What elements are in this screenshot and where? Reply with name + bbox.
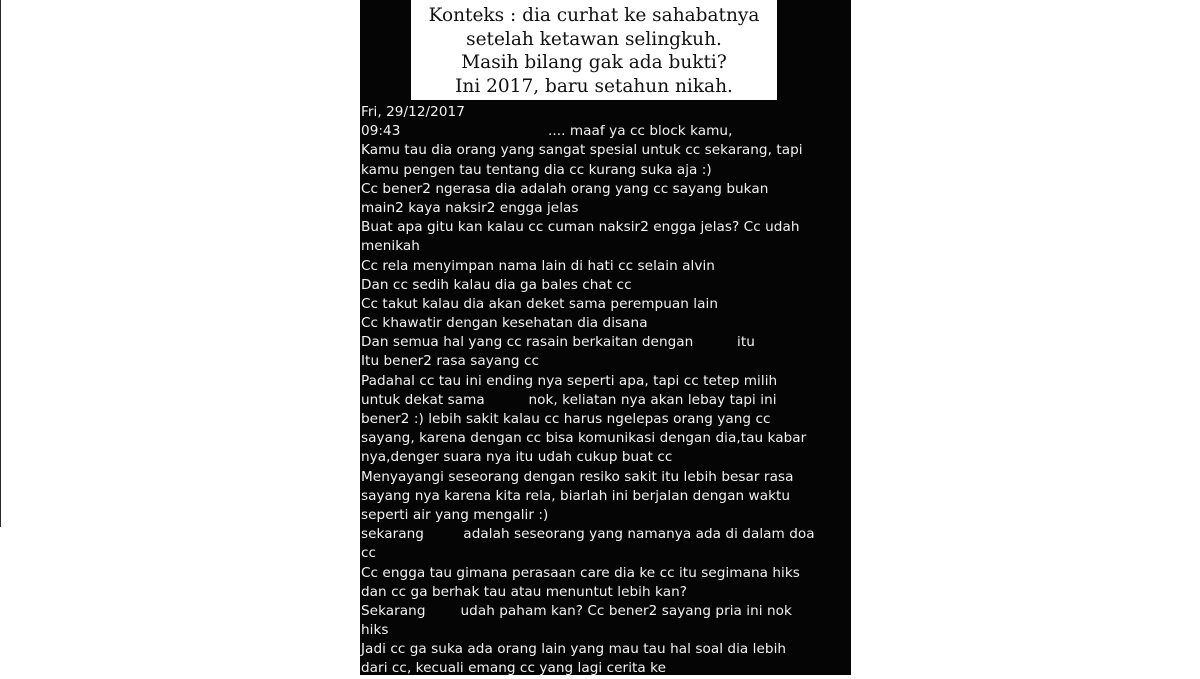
message-line: Padahal cc tau ini ending nya seperti apa, tapi cc tetep milih: [361, 372, 778, 389]
message-line: Cc khawatir dengan kesehatan dia disana: [361, 315, 648, 332]
message-line: seperti air yang mengalir :): [361, 506, 549, 523]
message-line: Menyayangi seseorang dengan resiko sakit itu lebih besar rasa: [361, 468, 794, 485]
message-line: sekarang adalah seseorang yang namanya ada di dalam doa: [361, 526, 815, 543]
left-border-line: [0, 0, 1, 527]
message-line: Cc rela menyimpan nama lain di hati cc selain alvin: [361, 257, 715, 274]
message-line: dan cc ga berhak tau atau menuntut lebih kan?: [361, 583, 688, 600]
message-line: Itu bener2 rasa sayang cc: [361, 353, 540, 370]
message-line: hiks: [361, 622, 389, 639]
message-line: sayang, karena dengan cc bisa komunikasi dengan dia,tau kabar: [361, 430, 807, 447]
message-line: sayang nya karena kita rela, biarlah ini berjalan dengan waktu: [361, 487, 791, 504]
message-line: Dan semua hal yang cc rasain berkaitan dengan itu: [361, 334, 755, 351]
message-line: main2 kaya naksir2 engga jelas: [361, 199, 579, 216]
message-first-line: .... maaf ya cc block kamu,: [548, 123, 733, 140]
message-line: menikah: [361, 238, 420, 255]
message-time-row: [361, 122, 849, 141]
message-line: Jadi cc ga suka ada orang lain yang mau tau hal soal dia lebih: [361, 641, 787, 658]
chat-message: [361, 103, 849, 679]
message-line: Cc takut kalau dia akan deket sama perempuan lain: [361, 295, 719, 312]
message-line: Buat apa gitu kan kalau cc cuman naksir2 engga jelas? Cc udah: [361, 219, 800, 236]
context-line: Masih bilang gak ada bukti?: [461, 52, 727, 74]
right-background: [851, 0, 1200, 675]
message-date: Fri, 29/12/2017: [361, 104, 465, 120]
message-line: nya,denger suara nya itu udah cukup buat cc: [361, 449, 673, 466]
message-line: Kamu tau dia orang yang sangat spesial untuk cc sekarang, tapi: [361, 142, 803, 159]
message-line: Cc engga tau gimana perasaan care dia ke cc itu segimana hiks: [361, 564, 800, 581]
context-caption-box: [411, 0, 777, 100]
message-line: Sekarang udah paham kan? Cc bener2 sayang pria ini nok: [361, 602, 792, 619]
message-time: 09:43: [361, 123, 401, 140]
message-line: Cc bener2 ngerasa dia adalah orang yang cc sayang bukan: [361, 180, 769, 197]
context-line: setelah ketawan selingkuh.: [466, 28, 722, 50]
message-line: bener2 :) lebih sakit kalau cc harus ngelepas orang yang cc: [361, 411, 771, 427]
message-line: dari cc, kecuali emang cc yang lagi cerita ke: [361, 660, 667, 677]
context-line: Konteks : dia curhat ke sahabatnya: [428, 5, 760, 26]
message-line: Dan cc sedih kalau dia ga bales chat cc: [361, 276, 632, 293]
message-line: untuk dekat sama nok, keliatan nya akan lebay tapi ini: [361, 391, 777, 408]
context-line: Ini 2017, baru setahun nikah.: [455, 75, 733, 97]
left-background: [0, 0, 360, 675]
message-line: kamu pengen tau tentang dia cc kurang suka aja :): [361, 161, 712, 178]
message-line: cc: [361, 545, 377, 562]
